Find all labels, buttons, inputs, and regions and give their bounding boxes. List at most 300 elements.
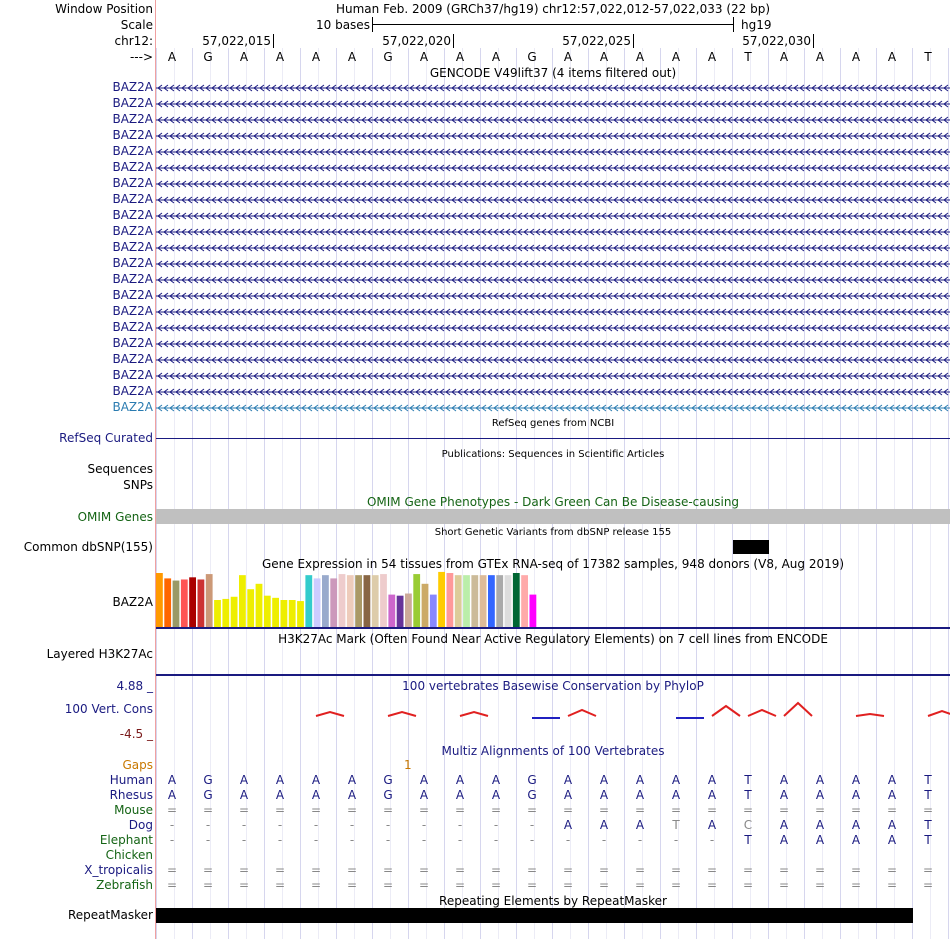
gencode-gene-label[interactable]: BAZ2A [112,240,153,254]
gencode-transcript[interactable] [156,146,950,158]
gencode-transcript[interactable] [156,370,950,382]
multiz-base: = [742,863,754,877]
dbsnp-title[interactable]: Short Genetic Variants from dbSNP release 155 [434,527,672,538]
gencode-gene-label[interactable]: BAZ2A [112,320,153,334]
scale-text: 10 bases [316,18,370,32]
gtex-tissue-bar [156,573,163,627]
gencode-gene-label[interactable]: BAZ2A [112,80,153,94]
multiz-base: A [491,773,501,787]
multiz-base: = [526,803,538,817]
phylop-peak [928,711,950,716]
gencode-gene-label[interactable]: BAZ2A [112,176,153,190]
reference-base: T [744,50,752,64]
gencode-transcript[interactable] [156,322,950,334]
gencode-transcript[interactable] [156,354,950,366]
multiz-base: A [671,773,681,787]
multiz-base: - [169,818,175,832]
multiz-base: A [419,773,429,787]
multiz-base: A [599,818,609,832]
multiz-base: A [887,773,897,787]
multiz-base: = [490,803,502,817]
gtex-tissue-bar [447,573,454,627]
multiz-base: = [454,863,466,877]
multiz-base: = [598,803,610,817]
ruler-tick [633,34,634,48]
gtex-tissue-bar [314,578,321,627]
multiz-base: A [239,773,249,787]
multiz-base: = [346,803,358,817]
multiz-base: - [241,833,247,847]
multiz-base: = [562,803,574,817]
phylop-peak [748,710,776,716]
multiz-base: = [418,803,430,817]
gtex-tissue-bar [339,574,346,627]
dbsnp-variant[interactable] [733,540,769,554]
multiz-base: T [924,833,932,847]
repeatmasker-feature[interactable] [156,908,913,923]
gencode-title[interactable]: GENCODE V49lift37 (4 items filtered out) [429,66,677,80]
multiz-base: - [529,818,535,832]
multiz-base: = [922,803,934,817]
gencode-gene-label[interactable]: BAZ2A [112,112,153,126]
gtex-tissue-bar [272,598,279,627]
multiz-base: = [382,878,394,892]
multiz-base: = [166,878,178,892]
multiz-base: = [634,803,646,817]
multiz-base: = [490,878,502,892]
omim-feature[interactable] [156,509,950,524]
gencode-gene-label[interactable]: BAZ2A [112,160,153,174]
gtex-tissue-bar [198,579,205,627]
multiz-base: - [457,818,463,832]
reference-base: A [275,50,285,64]
phylop-peak [712,706,740,716]
assembly-position[interactable]: Human Feb. 2009 (GRCh37/hg19) chr12:57,022,012-57,022,033 (22 bp) [335,2,770,16]
scale-bar [373,24,733,25]
multiz-base: G [203,773,213,787]
gencode-gene-label[interactable]: BAZ2A [112,352,153,366]
gencode-transcript[interactable] [156,98,950,110]
gencode-transcript[interactable] [156,386,950,398]
multiz-base: = [886,803,898,817]
phylop-negative [532,717,560,719]
multiz-base: A [779,818,789,832]
gencode-transcript[interactable] [156,82,950,94]
gtex-tissue-bar [297,601,304,627]
reference-base: A [851,50,861,64]
phylop-peak [388,712,416,716]
gtex-tissue-bar [347,575,354,627]
strand-label: ---> [129,50,153,64]
gtex-tissue-bar [413,574,420,627]
multiz-base: A [779,788,789,802]
refseq-title[interactable]: RefSeq genes from NCBI [491,418,615,429]
multiz-base: - [493,818,499,832]
multiz-base: - [277,818,283,832]
gencode-transcript[interactable] [156,226,950,238]
multiz-base: = [382,863,394,877]
multiz-base: A [635,773,645,787]
multiz-base: A [815,773,825,787]
gencode-transcript[interactable] [156,242,950,254]
multiz-base: = [886,878,898,892]
multiz-base: G [527,788,537,802]
phylop-peak [316,712,344,716]
gtex-tissue-bar [496,575,503,627]
multiz-base: = [454,803,466,817]
multiz-base: = [670,803,682,817]
reference-base: G [527,50,537,64]
gencode-gene-label[interactable]: BAZ2A [112,128,153,142]
multiz-base: A [419,788,429,802]
multiz-base: = [634,863,646,877]
reference-base: G [203,50,213,64]
multiz-base: A [563,818,573,832]
multiz-base: - [421,833,427,847]
multiz-base: A [491,788,501,802]
multiz-base: - [385,833,391,847]
multiz-base: A [851,833,861,847]
gencode-transcript[interactable] [156,274,950,286]
multiz-species-label[interactable]: X_tropicalis [84,863,153,877]
gencode-gene-label[interactable]: BAZ2A [112,144,153,158]
gtex-label[interactable]: BAZ2A [112,595,153,609]
multiz-species-label[interactable]: Elephant [99,833,153,847]
phylop-wiggle[interactable] [156,700,950,730]
multiz-base: A [311,788,321,802]
gencode-gene-label[interactable]: BAZ2A [112,272,153,286]
reference-base: A [707,50,717,64]
gencode-transcript[interactable] [156,178,950,190]
multiz-base: - [349,818,355,832]
gencode-gene-label[interactable]: BAZ2A [112,224,153,238]
reference-base: A [419,50,429,64]
h3k27ac-label[interactable]: Layered H3K27Ac [46,647,153,661]
phylop-label[interactable]: 100 Vert. Cons [64,702,153,716]
h3k27ac-title[interactable]: H3K27Ac Mark (Often Found Near Active Regulatory Elements) on 7 cell lines from ENCODE [278,632,828,646]
phylop-peak [856,714,884,716]
multiz-base: = [202,803,214,817]
multiz-base: = [598,863,610,877]
multiz-base: = [814,878,826,892]
gtex-title[interactable]: Gene Expression in 54 tissues from GTEx RNA-seq of 17382 samples, 948 donors (V8, Aug 2019) [261,557,845,571]
multiz-base: T [744,833,752,847]
gtex-tissue-bar [488,575,495,627]
phylop-negative [676,717,704,719]
multiz-base: A [887,833,897,847]
scale-label: Scale [120,18,153,32]
gtex-tissue-bar [173,581,180,627]
gtex-tissue-bar [430,595,437,627]
multiz-base: - [385,818,391,832]
multiz-base: C [743,818,753,832]
multiz-base: A [779,773,789,787]
gencode-transcript[interactable] [156,258,950,270]
gencode-gene-label[interactable]: BAZ2A [112,368,153,382]
chrom-label: chr12: [114,34,153,48]
gencode-transcript[interactable] [156,402,950,414]
multiz-base: A [347,773,357,787]
multiz-title[interactable]: Multiz Alignments of 100 Vertebrates [441,744,665,758]
gtex-tissue-bar [264,596,271,627]
gtex-tissue-bar [380,574,387,627]
gtex-tissue-bar [438,572,445,627]
gtex-tissue-bar [355,575,362,627]
multiz-base: A [563,773,573,787]
ruler-tick-label: 57,022,025 [562,34,631,48]
gencode-gene-label[interactable]: BAZ2A [112,208,153,222]
ruler-tick [273,34,274,48]
reference-base: A [167,50,177,64]
reference-base: A [671,50,681,64]
multiz-species-label[interactable]: Human [109,773,153,787]
publications-snps-label[interactable]: SNPs [123,478,153,492]
scale-bar-right [733,17,734,32]
multiz-base: T [672,818,680,832]
multiz-base: A [167,788,177,802]
multiz-base: - [313,833,319,847]
multiz-base: A [707,818,717,832]
multiz-base: G [383,773,393,787]
multiz-base: T [924,818,932,832]
multiz-base: T [924,773,932,787]
multiz-base: - [673,833,679,847]
multiz-base: G [527,773,537,787]
gencode-transcript[interactable] [156,130,950,142]
gtex-tissue-bar [164,578,171,627]
multiz-base: - [205,818,211,832]
multiz-species-label[interactable]: Chicken [105,848,153,862]
ruler-tick [813,34,814,48]
multiz-base: = [310,863,322,877]
gtex-tissue-bar [214,600,221,627]
multiz-base: A [635,818,645,832]
gtex-tissue-bar [422,584,429,627]
multiz-base: = [778,878,790,892]
multiz-base: A [167,773,177,787]
gtex-tissue-bar [521,575,528,627]
scale-bar-left [372,17,373,32]
multiz-base: A [779,833,789,847]
multiz-species-label[interactable]: Rhesus [109,788,153,802]
multiz-base: A [275,788,285,802]
reference-base: A [635,50,645,64]
multiz-base: = [526,863,538,877]
multiz-base: = [274,803,286,817]
omim-title[interactable]: OMIM Gene Phenotypes - Dark Green Can Be Disease-causing [366,495,740,509]
multiz-base: - [349,833,355,847]
multiz-base: A [635,788,645,802]
gencode-gene-label[interactable]: BAZ2A [112,384,153,398]
reference-base: A [311,50,321,64]
publications-title[interactable]: Publications: Sequences in Scientific Articles [441,449,665,460]
gtex-tissue-bar [305,575,312,627]
multiz-base: = [346,878,358,892]
multiz-base: = [706,878,718,892]
ruler-tick-label: 57,022,020 [382,34,451,48]
multiz-base: = [670,878,682,892]
multiz-base: = [850,803,862,817]
multiz-base: = [238,863,250,877]
multiz-base: A [599,773,609,787]
gencode-transcript[interactable] [156,194,950,206]
multiz-base: A [311,773,321,787]
multiz-base: A [275,773,285,787]
multiz-base: = [274,863,286,877]
gtex-tissue-bar [181,579,188,627]
multiz-base: A [671,788,681,802]
multiz-base: = [814,863,826,877]
multiz-base: = [418,863,430,877]
gtex-tissue-bar [231,597,238,627]
multiz-species-label[interactable]: Zebrafish [96,878,153,892]
gencode-gene-label[interactable]: BAZ2A [112,256,153,270]
dbsnp-label[interactable]: Common dbSNP(155) [23,540,153,554]
multiz-base: A [815,818,825,832]
multiz-base: = [922,863,934,877]
reference-base: A [563,50,573,64]
h3k27ac-baseline [156,674,950,676]
reference-base: T [924,50,932,64]
multiz-base: = [742,878,754,892]
multiz-base: - [421,818,427,832]
multiz-base: = [310,803,322,817]
ruler-tick [453,34,454,48]
multiz-base: = [238,803,250,817]
multiz-base: A [239,788,249,802]
gtex-tissue-bar [239,575,246,627]
gencode-transcript[interactable] [156,290,950,302]
multiz-base: G [383,788,393,802]
multiz-base: A [887,788,897,802]
gencode-gene-label[interactable]: BAZ2A [112,288,153,302]
phylop-min: -4.5 _ [119,727,153,741]
multiz-base: = [634,878,646,892]
multiz-base: A [851,788,861,802]
multiz-base: = [742,803,754,817]
multiz-base: = [562,878,574,892]
gap-mark: 1 [404,758,412,772]
gtex-tissue-bar [289,600,296,627]
multiz-base: = [886,863,898,877]
multiz-base: = [598,878,610,892]
multiz-base: = [454,878,466,892]
gtex-tissue-bar [322,575,329,627]
multiz-base: G [203,788,213,802]
multiz-base: T [924,788,932,802]
gtex-bar-chart[interactable] [156,570,950,630]
refseq-label[interactable]: RefSeq Curated [59,431,153,445]
gencode-transcript[interactable] [156,306,950,318]
gtex-tissue-bar [247,589,254,627]
multiz-base: T [744,773,752,787]
gtex-tissue-bar [397,596,404,627]
multiz-species-label[interactable]: Dog [128,818,153,832]
multiz-species-label[interactable]: Mouse [114,803,153,817]
multiz-base: A [347,788,357,802]
repeatmasker-label[interactable]: RepeatMasker [67,908,153,922]
omim-label[interactable]: OMIM Genes [77,510,153,524]
gtex-tissue-bar [364,575,371,627]
gtex-tissue-bar [206,574,213,627]
ruler-tick-label: 57,022,030 [742,34,811,48]
reference-base: A [239,50,249,64]
multiz-base: = [166,803,178,817]
gencode-transcript[interactable] [156,210,950,222]
multiz-base: = [274,878,286,892]
multiz-base: - [601,833,607,847]
multiz-base: = [310,878,322,892]
gtex-tissue-bar [471,575,478,627]
phylop-title[interactable]: 100 vertebrates Basewise Conservation by PhyloP [402,679,704,693]
gtex-tissue-bar [330,578,337,627]
reference-base: A [779,50,789,64]
phylop-peak [784,703,812,716]
gencode-gene-label[interactable]: BAZ2A [112,304,153,318]
gencode-gene-label[interactable]: BAZ2A [112,192,153,206]
multiz-base: = [706,803,718,817]
multiz-base: = [490,863,502,877]
multiz-base: = [238,878,250,892]
gencode-transcript[interactable] [156,162,950,174]
multiz-base: = [562,863,574,877]
multiz-base: = [706,863,718,877]
multiz-base: - [637,833,643,847]
gtex-tissue-bar [463,575,470,627]
gtex-baseline [156,627,950,629]
multiz-base: - [493,833,499,847]
ruler-tick-label: 57,022,015 [202,34,271,48]
multiz-base: - [709,833,715,847]
gencode-transcript[interactable] [156,338,950,350]
multiz-base: - [565,833,571,847]
multiz-base: - [205,833,211,847]
multiz-base: = [778,803,790,817]
gaps-label[interactable]: Gaps [122,758,153,772]
multiz-base: = [814,803,826,817]
gtex-tissue-bar [281,600,288,627]
repeatmasker-title[interactable]: Repeating Elements by RepeatMasker [439,894,667,908]
gtex-tissue-bar [455,575,462,627]
multiz-base: = [526,878,538,892]
reference-base: A [455,50,465,64]
gencode-gene-label[interactable]: BAZ2A [112,336,153,350]
gtex-tissue-bar [480,575,487,627]
multiz-base: A [707,773,717,787]
reference-base: A [887,50,897,64]
phylop-peak [460,712,488,716]
gtex-tissue-bar [388,595,395,627]
reference-base: A [815,50,825,64]
window-position-label: Window Position [55,2,153,16]
multiz-base: = [922,878,934,892]
gencode-transcript[interactable] [156,114,950,126]
multiz-base: - [277,833,283,847]
multiz-base: = [850,878,862,892]
gencode-gene-label[interactable]: BAZ2A [112,400,153,414]
gtex-tissue-bar [513,573,520,627]
multiz-base: A [455,773,465,787]
reference-base: A [347,50,357,64]
phylop-max: 4.88 _ [116,679,153,693]
gtex-tissue-bar [505,575,512,627]
gtex-tissue-bar [222,599,229,627]
publications-sequences-label[interactable]: Sequences [87,462,153,476]
gencode-gene-label[interactable]: BAZ2A [112,96,153,110]
gtex-tissue-bar [189,577,196,627]
gtex-tissue-bar [530,595,537,627]
multiz-base: A [815,788,825,802]
